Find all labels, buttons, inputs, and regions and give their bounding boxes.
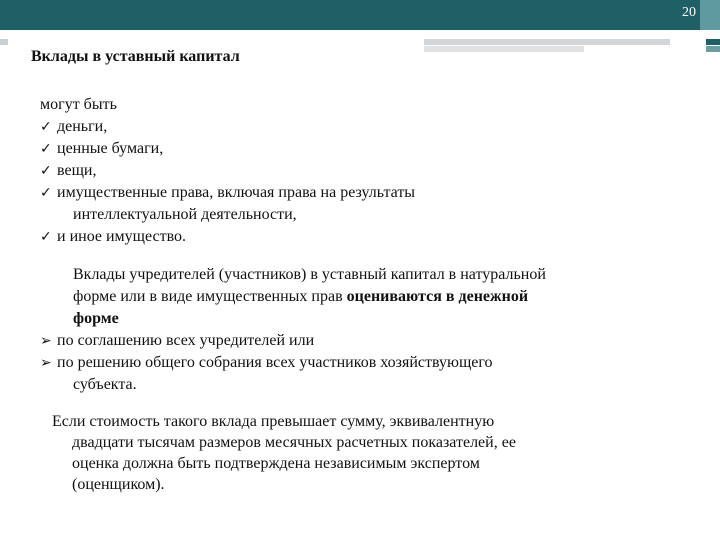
- list-item-text: и иное имущество.: [57, 228, 187, 245]
- bold-text: форме: [73, 310, 119, 327]
- arrow-right-icon: ➢: [40, 355, 52, 371]
- paragraph-line: Если стоимость такого вклада превышает сумму, эквивалентную: [52, 413, 495, 430]
- list-item-text: деньги,: [57, 118, 108, 135]
- list-item: [40, 352, 690, 374]
- header-band: [0, 0, 720, 30]
- check-icon: ✓: [40, 119, 52, 135]
- check-icon: ✓: [40, 185, 52, 201]
- valuation-paragraph: [40, 264, 673, 330]
- decorative-bar: [706, 39, 720, 45]
- header-band-accent: [700, 0, 720, 30]
- expert-valuation-paragraph: [52, 411, 642, 495]
- list-item-continuation: интеллектуальной деятельности,: [73, 206, 297, 223]
- list-item: [40, 138, 690, 160]
- list-item: [40, 116, 690, 138]
- paragraph-line: (оценщиком).: [72, 476, 165, 493]
- list-item: [40, 182, 690, 204]
- check-icon: ✓: [40, 229, 52, 245]
- slide-number: 20: [682, 5, 696, 20]
- paragraph-line: оценка должна быть подтверждена независимым экспертом: [72, 455, 480, 472]
- check-icon: ✓: [40, 163, 52, 179]
- list-item-text: вещи,: [57, 162, 97, 179]
- list-item-continuation: субъекта.: [73, 376, 137, 393]
- list-item-text: ценные бумаги,: [57, 140, 164, 157]
- content-section-1: [40, 94, 690, 396]
- decorative-bar: [706, 46, 720, 52]
- check-icon: ✓: [40, 141, 52, 157]
- slide-title: Вклады в уставный капитал: [31, 48, 240, 65]
- list-item-text: имущественные права, включая права на результаты: [57, 184, 416, 201]
- paragraph-line: [73, 286, 673, 308]
- plain-text: форме или в виде имущественных прав: [73, 288, 347, 305]
- paragraph-line: Вклады учредителей (участников) в уставный капитал в натуральной: [73, 266, 546, 283]
- list-item: [40, 226, 690, 248]
- bold-text: оцениваются в денежной: [346, 288, 529, 305]
- arrow-right-icon: ➢: [40, 333, 52, 349]
- intro-text: могут быть: [40, 96, 117, 113]
- list-item-text: по соглашению всех учредителей или: [57, 332, 315, 349]
- list-item-text: по решению общего собрания всех участников хозяйствующего: [57, 354, 493, 371]
- paragraph-line: двадцати тысячам размеров месячных расчетных показателей, ее: [72, 434, 516, 451]
- list-item: [40, 160, 690, 182]
- decorative-bar: [424, 46, 584, 52]
- decorative-bar: [424, 39, 670, 45]
- decorative-bar: [0, 39, 8, 45]
- list-item: [40, 330, 690, 352]
